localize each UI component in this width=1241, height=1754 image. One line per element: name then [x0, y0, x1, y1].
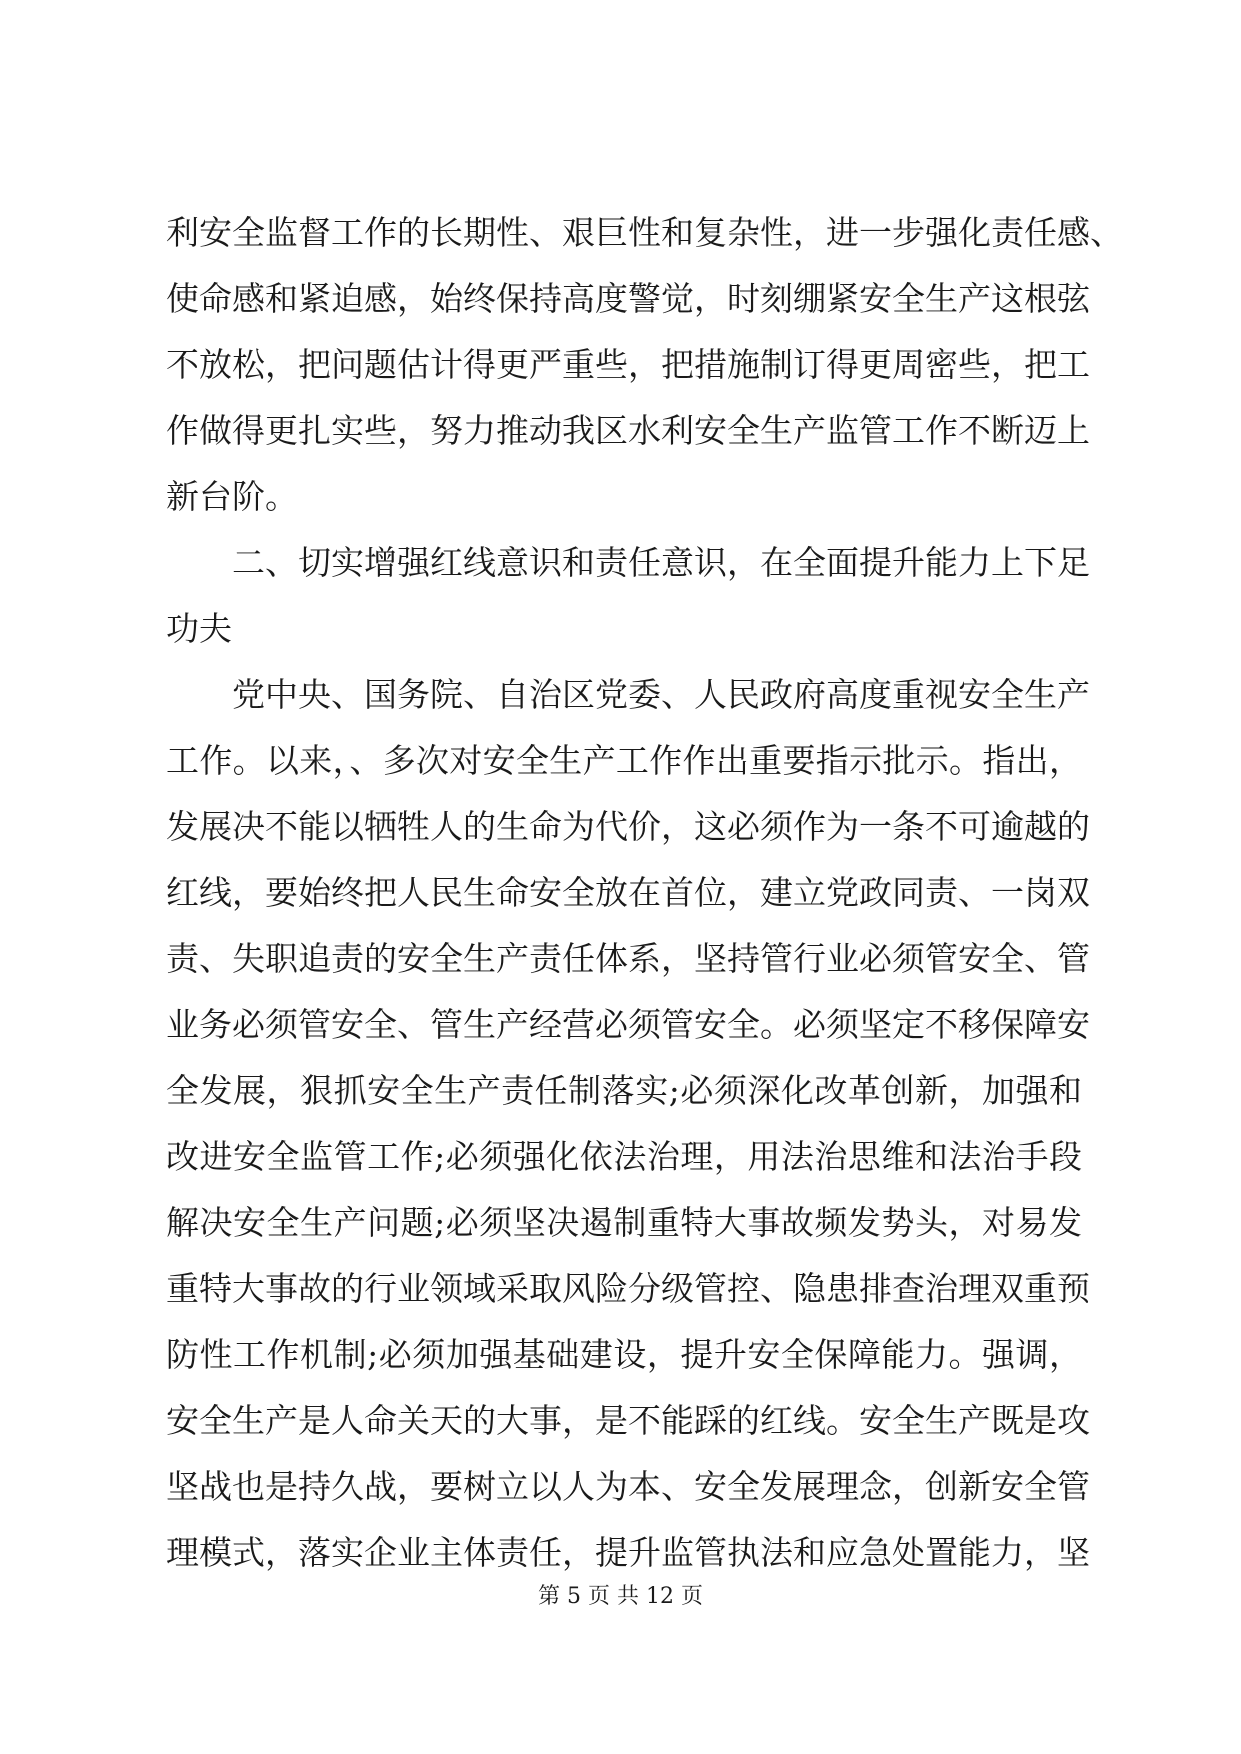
text-line: 使命感和紧迫感，始终保持高度警觉，时刻绷紧安全生产这根弦: [166, 279, 1090, 318]
text-line: 重特大事故的行业领域采取风险分级管控、隐患排查治理双重预: [166, 1269, 1090, 1308]
text-line: 防性工作机制;必须加强基础建设，提升安全保障能力。强调，: [166, 1335, 1082, 1374]
text-line: 理模式，落实企业主体责任，提升监管执法和应急处置能力，坚: [166, 1533, 1090, 1572]
text-line: 新台阶。: [166, 477, 298, 516]
page-number-footer: 第 5 页 共 12 页: [538, 1584, 703, 1609]
text-line: 发展决不能以牺牲人的生命为代价，这必须作为一条不可逾越的: [166, 807, 1090, 846]
text-line: 业务必须管安全、管生产经营必须管安全。必须坚定不移保障安: [166, 1005, 1090, 1044]
text-line: 全发展，狠抓安全生产责任制落实;必须深化改革创新，加强和: [166, 1071, 1082, 1110]
section-heading-line: 二、切实增强红线意识和责任意识，在全面提升能力上下足: [166, 543, 1090, 582]
text-line: 不放松，把问题估计得更严重些，把措施制订得更周密些，把工: [166, 345, 1090, 384]
text-line: 作做得更扎实些，努力推动我区水利安全生产监管工作不断迈上: [166, 411, 1090, 450]
text-line: 工作。以来，、多次对安全生产工作作出重要指示批示。指出，: [166, 741, 1082, 780]
text-line: 解决安全生产问题;必须坚决遏制重特大事故频发势头，对易发: [166, 1203, 1082, 1242]
text-line: 责、失职追责的安全生产责任体系，坚持管行业必须管安全、管: [166, 939, 1090, 978]
text-line: 改进安全监管工作;必须强化依法治理，用法治思维和法治手段: [166, 1137, 1082, 1176]
text-line: 坚战也是持久战，要树立以人为本、安全发展理念，创新安全管: [166, 1467, 1090, 1506]
text-line: 利安全监督工作的长期性、艰巨性和复杂性，进一步强化责任感、: [166, 213, 1123, 252]
text-line: 红线，要始终把人民生命安全放在首位，建立党政同责、一岗双: [166, 873, 1090, 912]
body-text: [166, 200, 1123, 1586]
text-line: 党中央、国务院、自治区党委、人民政府高度重视安全生产: [166, 675, 1090, 714]
text-line: 安全生产是人命关天的大事，是不能踩的红线。安全生产既是攻: [166, 1401, 1090, 1440]
section-heading-line: 功夫: [166, 609, 232, 648]
